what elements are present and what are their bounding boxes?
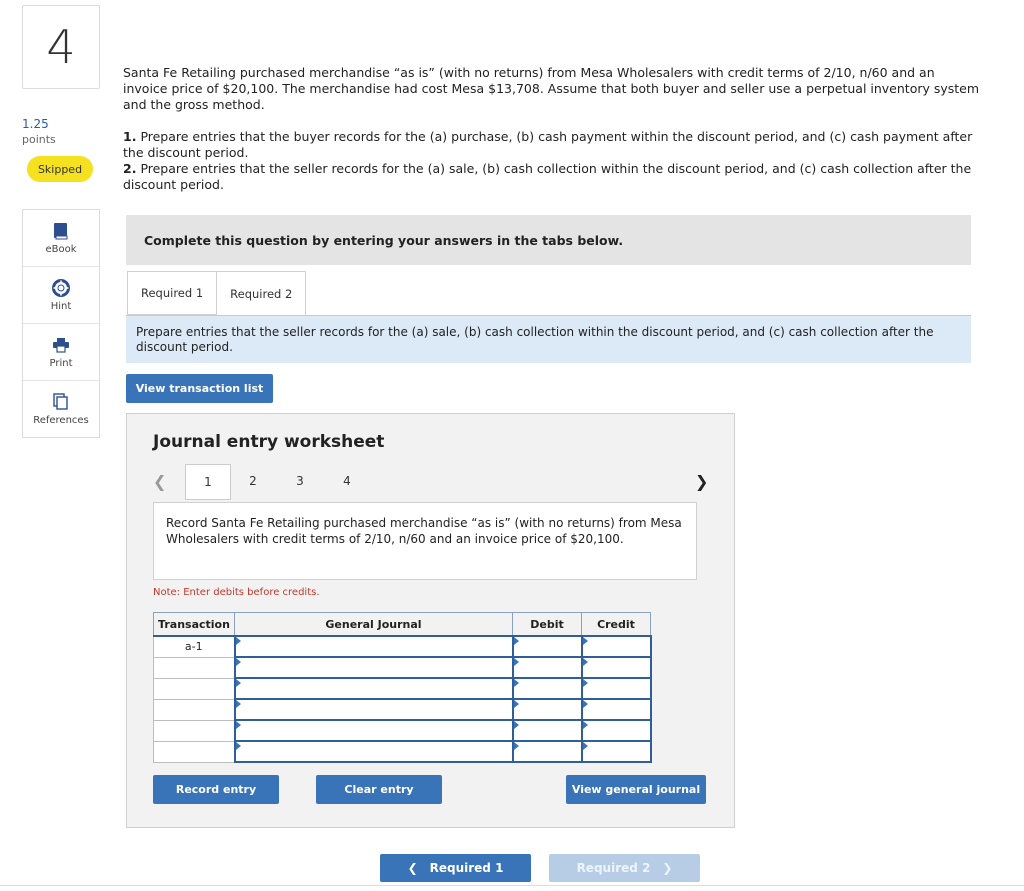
tab-required-1[interactable]: Required 1	[127, 271, 217, 315]
credit-input[interactable]	[582, 636, 651, 657]
transaction-cell	[154, 720, 235, 741]
lifebuoy-icon	[52, 278, 70, 298]
debit-input[interactable]	[513, 720, 582, 741]
references-button[interactable]	[23, 381, 99, 437]
prev-required-button[interactable]	[380, 854, 531, 882]
ebook-label: eBook	[45, 244, 77, 255]
required-description-text: Prepare entries that the seller records for the (a) sale, (b) cash collection within the discount period, and (c) cash collection after the discount period.	[136, 325, 934, 354]
credit-input[interactable]	[582, 720, 651, 741]
transaction-cell	[154, 657, 235, 678]
chevron-left-icon: ❮	[407, 861, 418, 875]
table-row	[154, 720, 651, 741]
requirement-2-text: Prepare entries that the seller records for the (a) sale, (b) cash collection within the discount period, and (c) cash collection after the discount period.	[123, 161, 972, 192]
view-transaction-list-button[interactable]: View transaction list	[126, 374, 273, 403]
question-text	[123, 65, 983, 193]
references-label: References	[33, 415, 89, 426]
hint-button[interactable]	[23, 267, 99, 324]
transaction-description	[153, 502, 697, 580]
debit-input[interactable]	[513, 678, 582, 699]
page-2[interactable]: 2	[249, 474, 257, 488]
table-row	[154, 678, 651, 699]
credit-input[interactable]	[582, 741, 651, 762]
required-description	[126, 315, 971, 363]
journal-table	[153, 612, 652, 763]
credit-input[interactable]	[582, 699, 651, 720]
question-intro: Santa Fe Retailing purchased merchandise “as is” (with no returns) from Mesa Wholesalers with credit terms of 2/10, n/60 and an invoice price of $20,100. The merchandise had cost Mesa $13,708. Assume that both buyer and seller use a perpetual inventory system and the gross method.	[123, 65, 980, 112]
transaction-cell: a-1	[154, 636, 235, 657]
column-general-journal: General Journal	[235, 613, 513, 637]
requirement-1-number: 1.	[123, 129, 137, 144]
required-tabs	[127, 271, 306, 315]
debit-input[interactable]	[513, 699, 582, 720]
print-label: Print	[49, 358, 73, 369]
column-debit: Debit	[513, 613, 582, 637]
table-row	[154, 699, 651, 720]
table-row	[154, 741, 651, 762]
credit-input[interactable]	[582, 657, 651, 678]
chevron-right-icon[interactable]: ❯	[695, 472, 709, 491]
debit-input[interactable]	[513, 636, 582, 657]
requirement-2	[123, 161, 983, 193]
status-badge: Skipped	[27, 156, 93, 182]
instruction-text: Complete this question by entering your answers in the tabs below.	[144, 232, 624, 248]
ebook-button[interactable]	[23, 210, 99, 267]
instruction-banner	[126, 215, 971, 265]
page-1[interactable]: 1	[185, 464, 231, 500]
account-select[interactable]	[235, 741, 513, 762]
points-label: points	[22, 133, 56, 146]
page-4[interactable]: 4	[343, 474, 351, 488]
debit-input[interactable]	[513, 741, 582, 762]
column-credit: Credit	[582, 613, 651, 637]
table-row	[154, 636, 651, 657]
credit-input[interactable]	[582, 678, 651, 699]
tools-panel	[22, 209, 100, 438]
journal-worksheet	[126, 413, 735, 828]
documents-icon	[53, 392, 69, 412]
prev-required-label: Required 1	[429, 861, 504, 875]
account-select[interactable]	[235, 699, 513, 720]
transaction-description-text: Record Santa Fe Retailing purchased merchandise “as is” (with no returns) from Mesa Wholesalers with credit terms of 2/10, n/60 and an invoice price of $20,100.	[166, 516, 682, 546]
chevron-right-icon: ❯	[662, 861, 673, 875]
transaction-cell	[154, 741, 235, 762]
view-general-journal-button[interactable]: View general journal	[566, 775, 706, 804]
transaction-cell	[154, 678, 235, 699]
worksheet-title: Journal entry worksheet	[153, 432, 385, 452]
page-3[interactable]: 3	[296, 474, 304, 488]
account-select[interactable]	[235, 657, 513, 678]
clear-entry-button[interactable]: Clear entry	[316, 775, 442, 804]
account-select[interactable]	[235, 678, 513, 699]
account-select[interactable]	[235, 636, 513, 657]
requirement-1-text: Prepare entries that the buyer records for the (a) purchase, (b) cash payment within the discount period, and (c) cash payment after the discount period.	[123, 129, 973, 160]
question-number: 4	[22, 5, 100, 89]
next-required-button[interactable]	[549, 854, 700, 882]
entry-note: Note: Enter debits before credits.	[153, 587, 320, 598]
record-entry-button[interactable]: Record entry	[153, 775, 279, 804]
next-required-label: Required 2	[576, 861, 651, 875]
tab-required-2[interactable]: Required 2	[217, 271, 306, 316]
requirement-1	[123, 129, 983, 161]
footer-divider	[0, 885, 1024, 886]
account-select[interactable]	[235, 720, 513, 741]
column-transaction: Transaction	[154, 613, 235, 637]
transaction-cell	[154, 699, 235, 720]
worksheet-pager	[153, 464, 713, 500]
debit-input[interactable]	[513, 657, 582, 678]
print-button[interactable]	[23, 324, 99, 381]
table-row	[154, 657, 651, 678]
hint-label: Hint	[50, 301, 72, 312]
book-icon	[53, 221, 69, 241]
points-value: 1.25	[22, 117, 49, 131]
requirement-2-number: 2.	[123, 161, 137, 176]
chevron-left-icon[interactable]: ❮	[153, 472, 167, 491]
printer-icon	[52, 335, 70, 355]
